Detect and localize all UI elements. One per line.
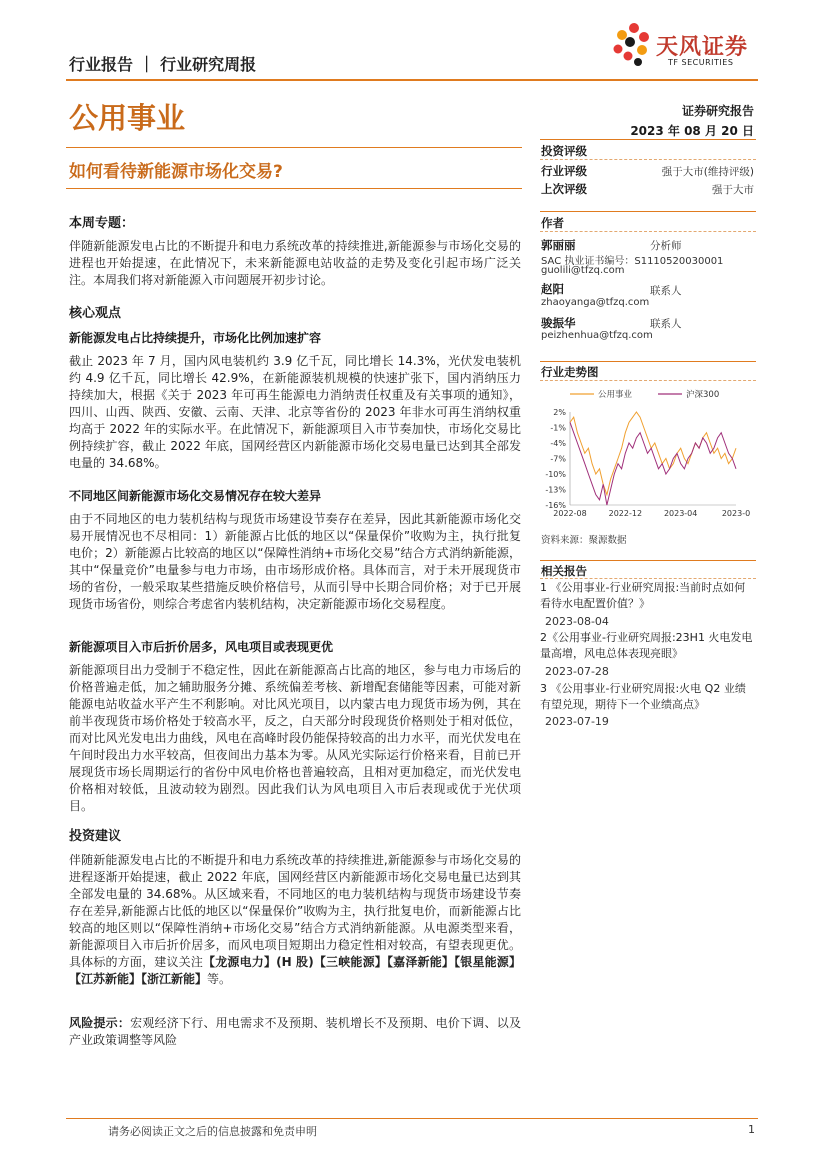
previous-rating-value: 强于大市 bbox=[712, 184, 754, 196]
y-tick-label: -10% bbox=[545, 470, 566, 479]
author-role: 分析师 bbox=[650, 240, 682, 252]
related-report-date: 2023-07-28 bbox=[545, 665, 609, 678]
related-report-date: 2023-08-04 bbox=[545, 615, 609, 628]
y-tick-label: 2% bbox=[553, 408, 566, 417]
y-tick-label: -13% bbox=[545, 485, 566, 495]
legend-label: 公用事业 bbox=[598, 390, 633, 400]
chart-section-label: 行业走势图 bbox=[541, 365, 599, 379]
title-rule-bottom bbox=[66, 188, 522, 189]
y-tick-label: -7% bbox=[550, 454, 566, 464]
x-tick-label: 2023-04 bbox=[663, 509, 698, 518]
author-email[interactable]: peizhenhua@tfzq.com bbox=[541, 330, 653, 341]
topic-text: 伴随新能源发电占比的不断提升和电力系统改革的持续推进,新能源参与市场化交易的进程也开始提速，在此情况下，未来新能源电站收益的走势及变化引起市场广泛关注。本周我们将对新能源入市问题展开初步讨论。 bbox=[69, 239, 521, 287]
rating-dash bbox=[540, 159, 756, 160]
author-cert: SAC 执业证书编号：S1110520030001 bbox=[541, 256, 724, 267]
chart-dash bbox=[540, 380, 756, 381]
x-tick-label: 2022-08 bbox=[553, 509, 587, 518]
authors-section-label: 作者 bbox=[541, 216, 564, 230]
rating-rule bbox=[540, 139, 756, 140]
y-tick-label: -16% bbox=[545, 501, 566, 510]
paragraph-regional: 由于不同地区的电力装机结构与现货市场建设节奏存在差异，因此其新能源市场化交易开展情况也不尽相同：1）新能源占比低的地区以“保量保价”收购为主，执行批复电价；2）新能源占比较高的地区以“保障性消纳+市场化交易”结合方式消纳新能源，其中“保量竞价”电量参与电力市场，由市场形成价格。具体而言，对于未开展现货市场的省份，一般采取某些措施反映价格信号，从而引导中长期合同价格；对于已开展现货市场省份，则综合考虑省内装机结构，决定新能源市场化交易程度。 bbox=[69, 512, 521, 611]
subheading-share: 新能源发电占比持续提升，市场化比例加速扩容 bbox=[69, 331, 322, 345]
risk-text: 宏观经济下行、用电需求不及预期、装机增长不及预期、电价下调、以及产业政策调整等风险 bbox=[69, 1016, 521, 1047]
topic-label: 本周专题： bbox=[69, 216, 135, 231]
industry-rating-label: 行业评级 bbox=[541, 164, 587, 178]
subheading-regional: 不同地区间新能源市场化交易情况存在较大差异 bbox=[69, 489, 322, 503]
authors-rule bbox=[540, 211, 756, 212]
title-rule-top bbox=[66, 147, 522, 148]
related-rule bbox=[540, 560, 756, 561]
sector-title: 公用事业 bbox=[69, 101, 186, 135]
logo-mark-icon bbox=[612, 22, 652, 68]
chart-rule bbox=[540, 361, 756, 362]
investment-stocks: 【龙源电力】(H 股)【三峡能源】【嘉泽新能】【银星能源】【江苏新能】【浙江新能】 bbox=[69, 955, 521, 986]
author-name: 郭丽丽 bbox=[541, 238, 576, 252]
related-report-date: 2023-07-19 bbox=[545, 715, 609, 728]
page-number: 1 bbox=[748, 1123, 755, 1136]
page-title: 如何看待新能源市场化交易? bbox=[69, 162, 283, 182]
brand-name-cn: 天风证券 bbox=[656, 35, 749, 60]
author-role: 联系人 bbox=[650, 318, 682, 330]
industry-rating-value: 强于大市(维持评级) bbox=[661, 166, 754, 178]
y-tick-label: -4% bbox=[550, 439, 566, 448]
y-tick-label: -1% bbox=[550, 423, 566, 433]
header-rule bbox=[66, 79, 758, 81]
author-name: 骏振华 bbox=[541, 316, 576, 330]
investment-body: 伴随新能源发电占比的不断提升和电力系统改革的持续推进,新能源参与市场化交易的进程逐渐开始提速，截止 2022 年底，国网经营区内新能源市场化交易电量已达到其全部发电量的 34.68%。从区域来看，不同地区的电力装机结构与现货市场建设节奏存在差异,新能源占比低的地区以“保量保价”收购为主，执行批复电价，而新能源占比较高的地区则以“保障性消纳+市场化交易”结合方式消纳新能源。从电源类型来看，新能源项目入市后折价居多，而风电项目短期出力稳定性相对较高，有望表现更优。具体标的方面，建议关注 bbox=[69, 853, 521, 969]
footer-disclaimer: 请务必阅读正文之后的信息披露和免责申明 bbox=[108, 1125, 317, 1138]
related-report-link[interactable]: 3 《公用事业-行业研究周报:火电 Q2 业绩有望兑现，期待下一个业绩高点》 bbox=[540, 682, 746, 711]
author-role: 联系人 bbox=[650, 285, 682, 297]
rating-section-label: 投资评级 bbox=[541, 144, 587, 158]
chart-source: 资料来源：聚源数据 bbox=[541, 535, 627, 546]
previous-rating-label: 上次评级 bbox=[541, 182, 587, 196]
report-kind: 证券研究报告 bbox=[681, 104, 754, 118]
series-line bbox=[570, 422, 736, 505]
related-dash bbox=[540, 578, 756, 579]
report-type: 行业报告 ｜ 行业研究周报 bbox=[69, 55, 257, 74]
risk-label: 风险提示： bbox=[69, 1016, 131, 1030]
brand-name-en: TF SECURITIES bbox=[668, 58, 734, 67]
risk-warning bbox=[69, 1015, 521, 1049]
related-section-label: 相关报告 bbox=[541, 564, 587, 578]
investment-tail: 等。 bbox=[207, 972, 232, 986]
industry-trend-chart bbox=[540, 384, 754, 522]
x-tick-label: 2023-0 bbox=[721, 509, 751, 518]
author-email[interactable]: zhaoyanga@tfzq.com bbox=[541, 297, 650, 308]
authors-dash bbox=[540, 231, 756, 232]
author-name: 赵阳 bbox=[541, 282, 564, 296]
brand-logo bbox=[612, 20, 762, 80]
legend-label: 沪深300 bbox=[686, 390, 720, 400]
paragraph-pricing: 新能源项目出力受制于不稳定性，因此在新能源高占比高的地区，参与电力市场后的价格普遍走低，加之辅助服务分摊、系统偏差考核、新增配套储能等因素，可能对新能源电站收益水平产生不利影响。对比风光项目，以内蒙古电力现货市场为例，其在前半夜现货市场价格处于较高水平，反之，白天部分时段现货价格则处于相对低位，而对比风光发电出力曲线，风电在高峰时段仍能保持较高的出力水平，而光伏发电在午间时段出力水平较高，但夜间出力基本为零。从风光实际运行价格来看，目前已开展现货市场长周期运行的省份中风电价格也普遍较高，且相对更加稳定，而光伏发电价格相对较低，且波动较为剧烈。因此我们认为风电项目入市后表现或优于光伏项目。 bbox=[69, 663, 521, 813]
author-email[interactable]: guolili@tfzq.com bbox=[541, 265, 625, 276]
related-report-link[interactable]: 2《公用事业-行业研究周报:23H1 火电发电量高增，风电总体表现亮眼》 bbox=[540, 631, 753, 660]
report-date: 2023 年 08 月 20 日 bbox=[630, 124, 754, 138]
footer-rule bbox=[66, 1118, 758, 1119]
related-report-link[interactable]: 1 《公用事业-行业研究周报:当前时点如何看待水电配置价值？》 bbox=[540, 581, 746, 610]
x-tick-label: 2022-12 bbox=[608, 509, 643, 518]
paragraph-share: 截止 2023 年 7 月，国内风电装机约 3.9 亿千瓦，同比增长 14.3%，光伏发电装机约 4.9 亿千瓦，同比增长 42.9%，在新能源装机规模的快速扩张下，国内消纳压力持续加大，根据《关于 2023 年可再生能源电力消纳责任权重及有关事项的通知》，四川、山西、陕西、安徽、云南、天津、北京等省份的 2023 年非水可再生消纳权重均高于 2022 年的实际水平。在此情况下，新能源项目入市节奏加快，市场化交易比例持续扩容，截止 2022 年底，国网经营区内新能源市场化交易电量已达到其全部发电量的 34.68%。 bbox=[69, 354, 521, 470]
investment-text bbox=[69, 852, 521, 988]
core-view-label: 核心观点 bbox=[69, 306, 122, 321]
subheading-pricing: 新能源项目入市后折价居多，风电项目或表现更优 bbox=[69, 640, 334, 654]
investment-label: 投资建议 bbox=[69, 829, 122, 844]
